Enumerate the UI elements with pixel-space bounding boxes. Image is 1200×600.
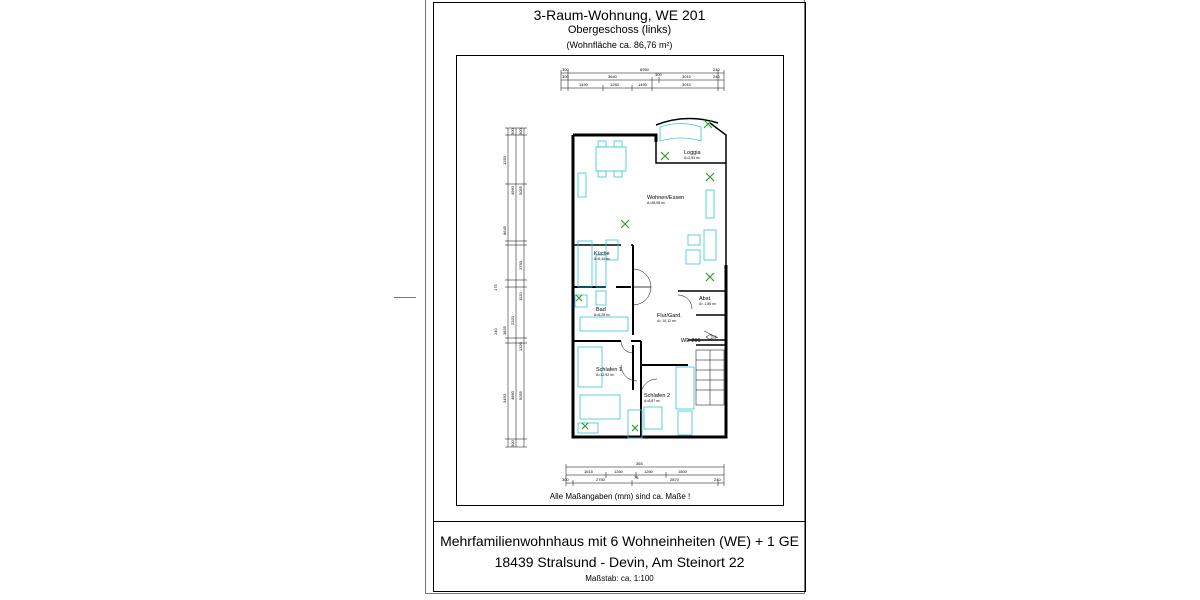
dim-top2-e: 240 [713,74,720,79]
room-kueche-area: A=6,44 m² [594,257,611,261]
dim-left2-b: 8645 [502,226,507,235]
room-abst-area: A= 1,85 m² [699,302,717,306]
dim-top1-b: 6950 [640,67,649,72]
room-abst-name: Abst. [699,296,712,302]
dim-top1-a: 300 [562,67,569,72]
dim-top2-d: 3010 [682,74,691,79]
room-flur-name: Flur/Gard. [657,313,682,319]
entrance-arrow-icon [706,334,716,340]
dim-top3-a: 1490 [579,82,588,87]
dim-top3-d: 3010 [682,82,691,87]
project-address: 18439 Stralsund - Devin, Am Steinort 22 [494,554,745,570]
room-kueche-name: Küche [594,251,610,257]
dim-top1-c: 240 [713,67,720,72]
dim-left1-a: 300 [510,128,515,135]
entrance-label: WE 201 [681,338,701,344]
dim-top2-b: 3640 [608,74,617,79]
dim-bottom2-d: 1800 [678,469,687,474]
dim-bottom2-b: 1260 [614,469,623,474]
project-title: Mehrfamilienwohnhaus mit 6 Wohneinheiten (WE) + 1 GE [440,533,799,549]
dim-left1-e: 175 [493,284,498,291]
living-area-label: (Wohnfläche ca. 86,76 m²) [566,40,673,50]
dim-bottom3-c: 75 [634,475,639,480]
footer-divider [433,521,806,522]
dim-bottom3-e: 240 [714,477,721,482]
dim-left1-h: 2320 [510,316,515,325]
door-swings [621,269,718,395]
room-wohnen-name: Wohnen/Essen [647,195,685,201]
dim-top3-c: 1490 [638,82,647,87]
dimension-chain-bottom [566,464,724,486]
dim-left1-g: 1120 [518,292,523,301]
furniture [575,124,716,439]
dim-bottom1-a: 365 [636,461,643,466]
dim-left1-i: 3450 [502,394,507,403]
room-loggia-name: Loggia [684,150,701,156]
dim-left2-g: 5055 [518,391,523,400]
dim-left1-b: 1250 [502,156,507,165]
room-schlafen1-area: A=12,92 m² [596,373,615,377]
staircase [696,350,724,405]
dim-bottom2-c: 1260 [644,469,653,474]
floor-label: Obergeschoss (links) [567,24,672,36]
dim-left2-f: 4860 [510,391,515,400]
room-schlafen1-name: Schlafen 1 [596,367,622,373]
dim-left2-a: 300 [518,128,523,135]
dim-left2-h: 300 [510,440,515,447]
dim-bottom3-a: 300 [562,477,569,482]
room-bad-name: Bad [596,307,606,313]
dimension-chain-left [505,128,527,447]
scale-label: Maßstab: ca. 1:100 [585,574,654,583]
dim-bottom3-b: 2750 [596,477,605,482]
floor-plan-drawing [456,55,784,506]
dim-left2-c: 3825 [502,326,507,335]
room-bad-area: A=6,28 m² [594,313,611,317]
room-wohnen-area: A=38,98 m² [647,201,666,205]
apartment-title: 3-Raum-Wohnung, WE 201 [533,7,706,23]
dim-left2-e: 240 [493,328,498,335]
dim-top3-b: 1260 [610,82,619,87]
dim-bottom3-d: 2870 [670,477,679,482]
room-loggia-area: A=2,53 m² [684,156,701,160]
dim-left2-d: 1320 [518,342,523,351]
dim-left1-d: 5055 [518,186,523,195]
page-edge-mark [394,297,416,298]
room-flur-area: A= 10,12 m² [657,319,677,323]
room-schlafen2-area: A=8,87 m² [644,399,661,403]
room-schlafen2-name: Schlafen 2 [644,393,670,399]
dim-left1-c: 4960 [510,186,515,195]
dim-top2-a: 300 [562,74,569,79]
dimensions-note: Alle Maßangaben (mm) sind ca. Maße ! [549,492,691,501]
dim-left1-f: 1750 [518,261,523,270]
dim-top2-c: 300 [655,72,662,77]
dim-bottom2-a: 1615 [584,469,593,474]
dimension-chain-top [561,70,724,91]
